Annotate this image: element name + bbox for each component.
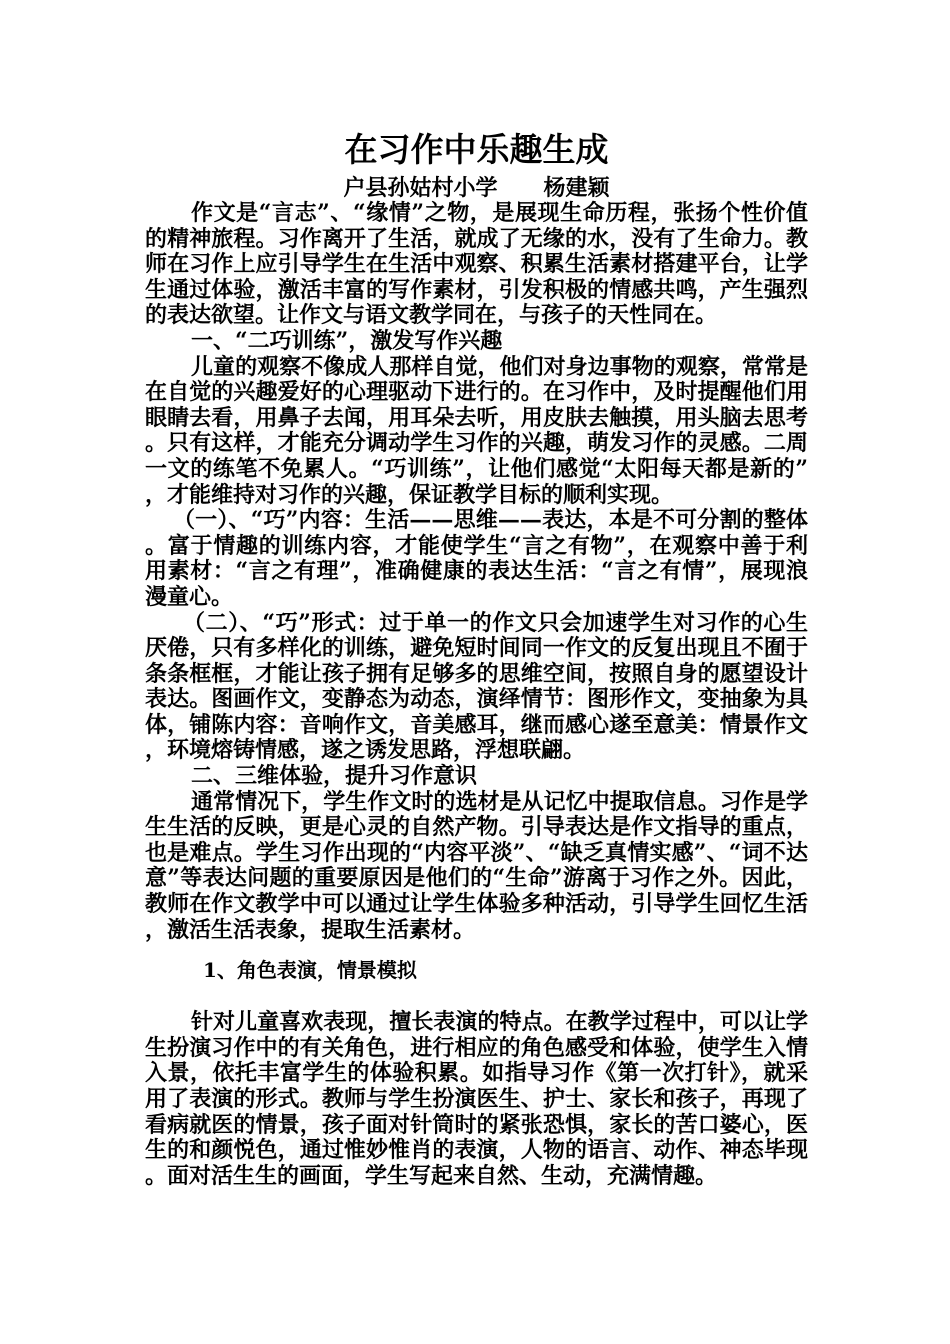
section-heading-2: 二、三维体验，提升习作意识	[191, 763, 478, 790]
author-byline: 户县孙姑村小学 杨建颖	[343, 175, 610, 201]
intro-paragraph: 作文是“言志”、“缘情”之物，是展现生命历程，张扬个性价值的精神旅程。习作离开了生活，就成了无缘的水，没有了生命力。教师在习作上应引导学生在生活中观察、积累生活素材搭建平台，让学生通过体验，激活丰富的写作素材，引发积极的情感共鸣，产生强烈的表达欲望。让作文与语文教学同在，与孩子的天性同在。	[145, 200, 808, 329]
paragraph-experience: 通常情况下，学生作文时的选材是从记忆中提取信息。习作是学生生活的反映，更是心灵的自然产物。引导表达是作文指导的重点，也是难点。学生习作出现的“内容平淡”、“缺乏真情实感”、“词不达意”等表达问题的重要原因是他们的“生命”游离于习作之外。因此，教师在作文教学中可以通过让学生体验多种活动，引导学生回忆生活，激活生活表象，提取生活素材。	[145, 788, 808, 943]
paragraph-role-play: 针对儿童喜欢表现，擅长表演的特点。在教学过程中，可以让学生扮演习作中的有关角色，进行相应的角色感受和体验，使学生入情入景，依托丰富学生的体验积累。如指导习作《第一次打针》，就采用了表演的形式。教师与学生扮演医生、护士、家长和孩子，再现了看病就医的情景，孩子面对针筒时的紧张恐惧，家长的苦口婆心，医生的和颜悦色，通过惟妙惟肖的表演，人物的语言、动作、神态毕现。面对活生生的画面，学生写起来自然、生动，充满情趣。	[145, 1009, 808, 1189]
paragraph-content: （一）、“巧”内容：生活——思维——表达，本是不可分割的整体。富于情趣的训练内容，才能使学生“言之有物”，在观察中善于利用素材：“言之有理”，准确健康的表达生活：“言之有情”，展现浪漫童心。	[145, 507, 808, 610]
subsection-heading-1: 1、角色表演，情景模拟	[203, 958, 417, 983]
document-title: 在习作中乐趣生成	[344, 130, 609, 169]
document-page	[145, 128, 808, 1189]
paragraph-form: （二）、“巧”形式：过于单一的作文只会加速学生对习作的心生厌倦，只有多样化的训练，避免短时间同一作文的反复出现且不囿于条条框框，才能让孩子拥有足够多的思维空间，按照自身的愿望设计表达。图画作文，变静态为动态，演绎情节：图形作文，变抽象为具体，铺陈内容：音响作文，音美感耳，继而感心遂至意美：情景作文，环境熔铸情感，遂之诱发思路，浮想联翩。	[145, 609, 808, 764]
section-heading-1: 一、“二巧训练”，激发写作兴趣	[191, 327, 503, 354]
paragraph-observation: 儿童的观察不像成人那样自觉，他们对身边事物的观察，常常是在自觉的兴趣爱好的心理驱动下进行的。在习作中，及时提醒他们用眼睛去看，用鼻子去闻，用耳朵去听，用皮肤去触摸，用头脑去思考。只有这样，才能充分调动学生习作的兴趣，萌发习作的灵感。二周一文的练笔不免累人。“巧训练”，让他们感觉“太阳每天都是新的”，才能维持对习作的兴趣，保证教学目标的顺利实现。	[145, 353, 808, 508]
